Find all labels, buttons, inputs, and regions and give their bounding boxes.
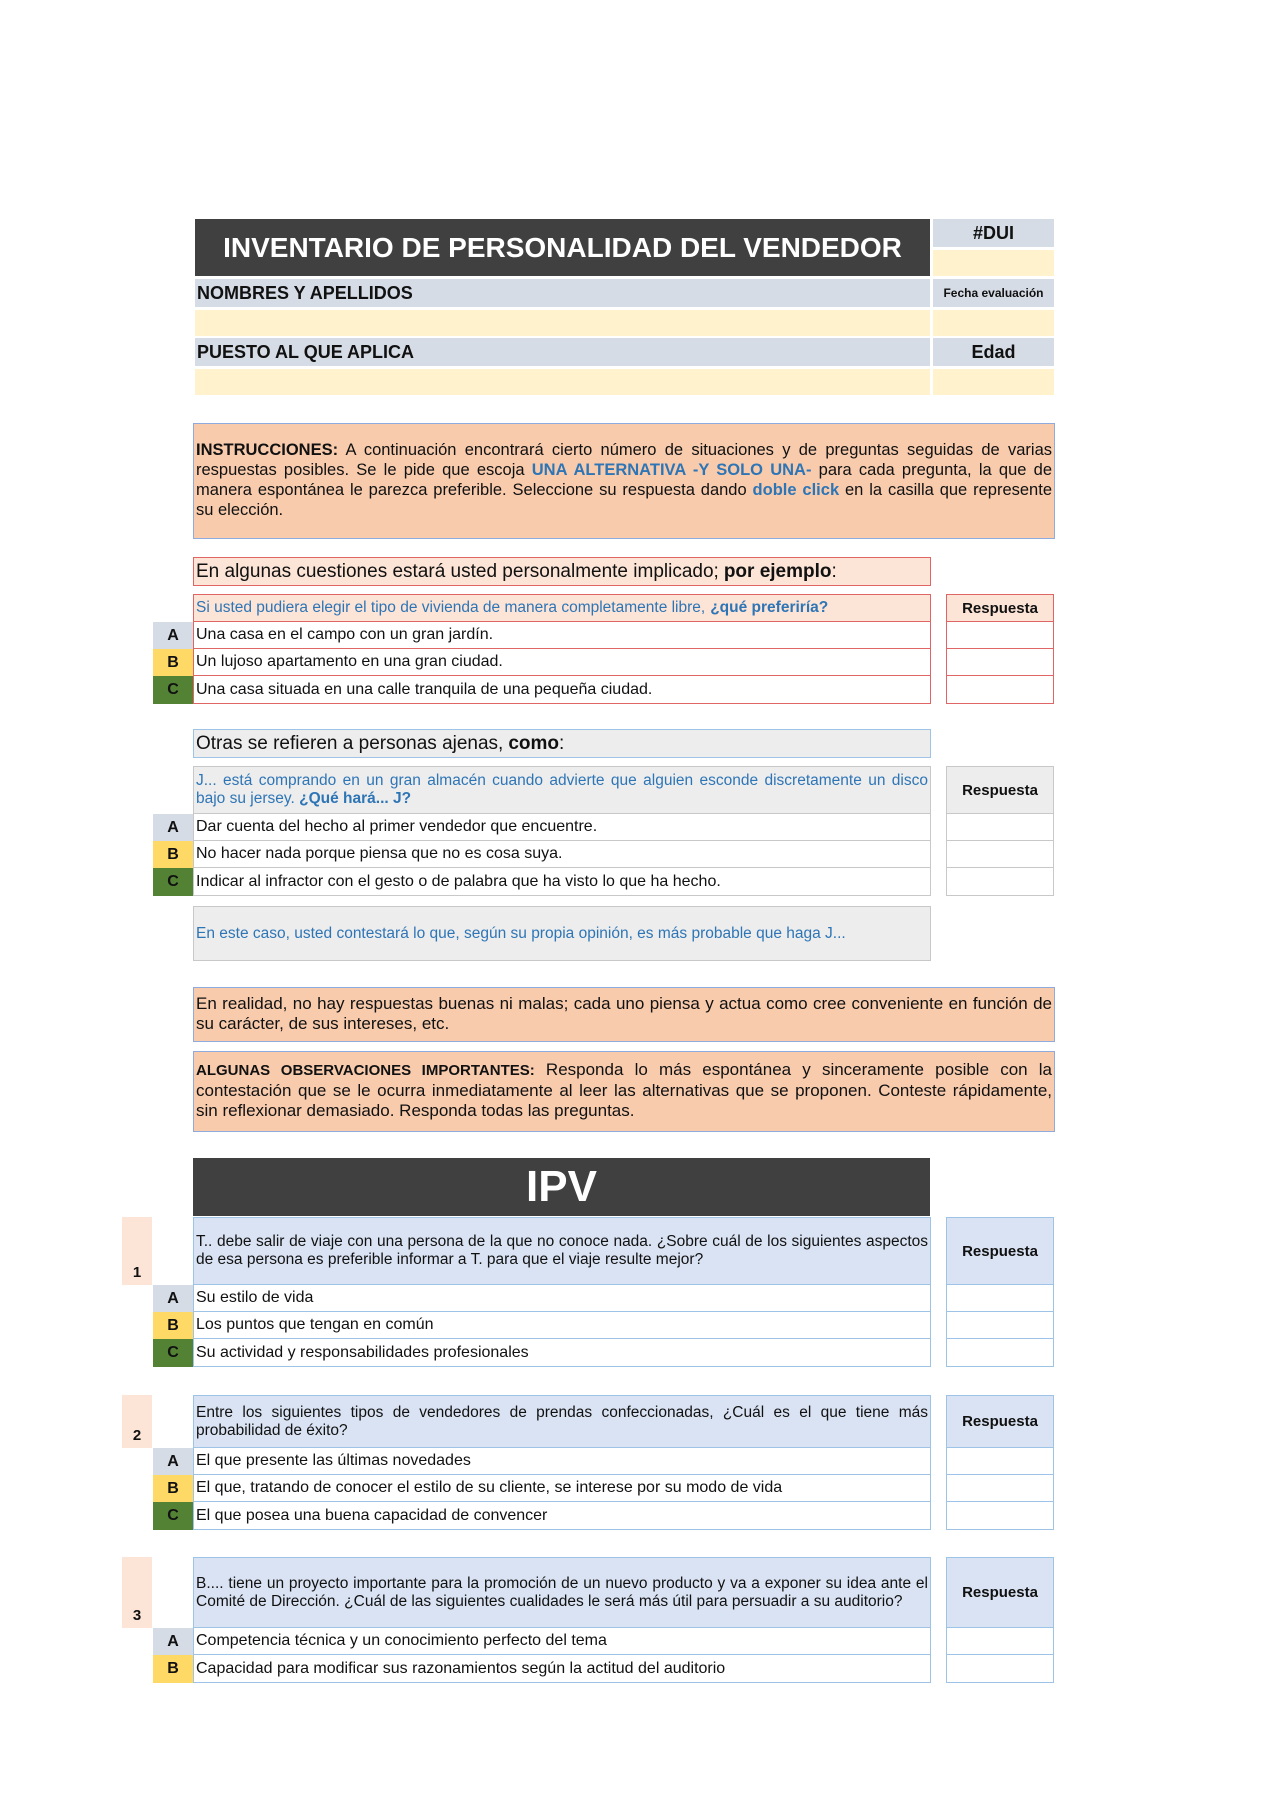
letter-text: C xyxy=(167,1344,179,1361)
example2-question xyxy=(193,766,931,814)
observations-lead: ALGUNAS OBSERVACIONES IMPORTANTES: xyxy=(196,1062,535,1079)
instructions-highlight2: doble click xyxy=(752,481,840,499)
question-1-letter-a xyxy=(153,1285,193,1312)
option-text: El que posea una buena capacidad de convencer xyxy=(196,1506,548,1524)
example2-question-bold: ¿Qué hará... J? xyxy=(299,790,412,807)
example2-note xyxy=(193,906,931,961)
question-2-answer-a[interactable] xyxy=(946,1448,1054,1475)
example2-intro-bold: como xyxy=(508,732,560,754)
question-2-letter-b xyxy=(153,1475,193,1502)
response-label: Respuesta xyxy=(962,1413,1038,1430)
letter-text: A xyxy=(167,626,179,644)
question-1-text xyxy=(193,1217,931,1285)
question-1-option-a xyxy=(193,1285,931,1312)
example2-answer-b[interactable] xyxy=(946,841,1054,868)
letter-text: A xyxy=(167,818,179,836)
form-title-text: INVENTARIO DE PERSONALIDAD DEL VENDEDOR xyxy=(223,231,902,263)
example2-letter-c xyxy=(153,868,193,896)
age-input[interactable] xyxy=(933,369,1054,395)
response-label: Respuesta xyxy=(962,1242,1038,1260)
position-label-text: PUESTO AL QUE APLICA xyxy=(197,341,415,362)
option-text: El que, tratando de conocer el estilo de su cliente, se interese por su modo de vida xyxy=(196,1479,783,1496)
example1-letter-c xyxy=(153,676,193,704)
example1-option-b xyxy=(193,649,931,676)
question-1-answer-b[interactable] xyxy=(946,1312,1054,1339)
option-text: Su estilo de vida xyxy=(196,1289,314,1306)
dui-label-text: #DUI xyxy=(972,222,1014,243)
question-2-option-b xyxy=(193,1475,931,1502)
question-number-text: 3 xyxy=(132,1607,142,1624)
example1-option-c xyxy=(193,676,931,704)
reality-note-text: En realidad, no hay respuestas buenas ni malas; cada uno piensa y actua como cree conveniente en función de su carácter, de sus intereses, etc. xyxy=(196,994,1052,1033)
question-1-answer-c[interactable] xyxy=(946,1339,1054,1367)
example1-answer-c[interactable] xyxy=(946,676,1054,704)
example2-question-wrap xyxy=(196,772,928,808)
question-2-option-a xyxy=(193,1448,931,1475)
example1-intro-end: : xyxy=(831,560,837,582)
position-label xyxy=(195,338,930,366)
example1-response-header xyxy=(946,594,1054,622)
question-1-option-c xyxy=(193,1339,931,1367)
question-3-option-a xyxy=(193,1628,931,1655)
instructions-highlight1: UNA ALTERNATIVA -Y SOLO UNA- xyxy=(531,461,812,479)
option-text: Capacidad para modificar sus razonamientos según la actitud del auditorio xyxy=(196,1659,726,1677)
example2-letter-a xyxy=(153,814,193,841)
letter-text: B xyxy=(167,1479,179,1497)
question-number-text: 2 xyxy=(132,1427,142,1444)
instructions-lead: INSTRUCCIONES: xyxy=(196,441,339,459)
letter-text: B xyxy=(167,1660,179,1677)
option-text: Una casa en el campo con un gran jardín. xyxy=(196,626,494,643)
option-text: Un lujoso apartamento en una gran ciudad. xyxy=(196,653,503,670)
example2-intro-end: : xyxy=(559,732,565,754)
example2-answer-c[interactable] xyxy=(946,868,1054,896)
option-text: Los puntos que tengan en común xyxy=(196,1316,434,1333)
age-label xyxy=(933,338,1054,366)
letter-text: B xyxy=(167,1316,179,1334)
position-input[interactable] xyxy=(195,369,930,395)
form-title xyxy=(195,219,930,276)
question-3-response-header xyxy=(946,1557,1054,1628)
date-label-text: Fecha evaluación xyxy=(943,286,1044,300)
option-text: El que presente las últimas novedades xyxy=(196,1452,471,1469)
names-label-text: NOMBRES Y APELLIDOS xyxy=(197,282,413,303)
date-input[interactable] xyxy=(933,310,1054,336)
option-text: Competencia técnica y un conocimiento perfecto del tema xyxy=(196,1632,607,1649)
date-label xyxy=(933,279,1054,307)
example1-intro-text: En algunas cuestiones estará usted personalmente implicado; xyxy=(196,560,719,582)
question-2-response-header xyxy=(946,1395,1054,1448)
example2-intro xyxy=(193,729,931,758)
question-2-letter-c xyxy=(153,1502,193,1530)
example2-response-label: Respuesta xyxy=(962,781,1038,799)
letter-text: A xyxy=(167,1452,179,1470)
question-2-text xyxy=(193,1395,931,1448)
question-2-letter-a xyxy=(153,1448,193,1475)
letter-text: A xyxy=(167,1632,179,1650)
example2-option-c xyxy=(193,868,931,896)
question-text: B.... tiene un proyecto importante para la promoción de un nuevo producto y va a exponer su idea ante el Comité de Dirección. ¿Cuál de las siguientes cualidades le será más útil para persuadir a su auditorio? xyxy=(196,1574,928,1610)
question-1-answer-a[interactable] xyxy=(946,1285,1054,1312)
example1-question xyxy=(193,594,931,622)
question-3-letter-b xyxy=(153,1655,193,1683)
question-1-letter-b xyxy=(153,1312,193,1339)
example1-question-text: Si usted pudiera elegir el tipo de vivienda de manera completamente libre, xyxy=(196,599,706,616)
example1-question-bold: ¿qué preferiría? xyxy=(710,599,829,616)
question-1-letter-c xyxy=(153,1339,193,1367)
option-text: Una casa situada en una calle tranquila de una pequeña ciudad. xyxy=(196,680,653,698)
example1-option-a xyxy=(193,622,931,649)
ipv-title xyxy=(193,1158,930,1216)
question-3-answer-b[interactable] xyxy=(946,1655,1054,1683)
question-number xyxy=(122,1395,152,1448)
option-text: Su actividad y responsabilidades profesionales xyxy=(196,1343,529,1361)
instructions-box xyxy=(193,423,1055,539)
observations-text: Responda lo más espontánea y sinceramente posible con la contestación que se le ocurra inmediatamente al leer las alternativas que se proponen. Conteste rápidamente, sin reflexionar demasiado. Responda todas las preguntas. xyxy=(196,1060,1052,1120)
reality-note xyxy=(193,987,1055,1042)
question-1-response-header xyxy=(946,1217,1054,1285)
example1-intro xyxy=(193,557,931,586)
question-1-option-b xyxy=(193,1312,931,1339)
instructions-text2: para cada pregunta, la que de manera espontánea le parezca preferible. Seleccione su respuesta dando xyxy=(196,461,1052,499)
letter-text: B xyxy=(167,845,179,863)
example2-response-header xyxy=(946,766,1054,814)
letter-text: C xyxy=(167,873,179,890)
example2-question-text: J... está comprando en un gran almacén cuando advierte que alguien esconde discretamente un disco bajo su jersey. xyxy=(196,772,928,807)
example2-intro-text: Otras se refieren a personas ajenas, xyxy=(196,732,504,754)
example2-letter-b xyxy=(153,841,193,868)
question-3-option-b xyxy=(193,1655,931,1683)
dui-label xyxy=(933,219,1054,247)
letter-text: C xyxy=(167,681,179,698)
age-label-text: Edad xyxy=(971,341,1016,362)
observations-box xyxy=(193,1051,1055,1132)
question-3-text xyxy=(193,1557,931,1628)
letter-text: B xyxy=(167,653,179,671)
response-label: Respuesta xyxy=(962,1584,1038,1601)
ipv-title-text: IPV xyxy=(526,1162,597,1211)
example1-intro-bold: por ejemplo xyxy=(723,560,832,582)
example1-answer-a[interactable] xyxy=(946,622,1054,649)
example1-response-label: Respuesta xyxy=(962,599,1038,617)
question-2-answer-c[interactable] xyxy=(946,1502,1054,1530)
example1-letter-a xyxy=(153,622,193,649)
example2-option-b xyxy=(193,841,931,868)
option-text: Indicar al infractor con el gesto o de palabra que ha visto lo que ha hecho. xyxy=(196,872,721,890)
option-text: Dar cuenta del hecho al primer vendedor que encuentre. xyxy=(196,818,598,835)
instructions-text1: A continuación encontrará cierto número de situaciones y de preguntas seguidas de varias respuestas posibles. Se le pide que escoja xyxy=(196,441,1052,479)
question-2-answer-b[interactable] xyxy=(946,1475,1054,1502)
letter-text: A xyxy=(167,1289,179,1307)
example2-note-text: En este caso, usted contestará lo que, según su propia opinión, es más probable que haga J... xyxy=(196,924,846,942)
example2-option-a xyxy=(193,814,931,841)
dui-input[interactable] xyxy=(933,250,1054,276)
question-number xyxy=(122,1217,152,1285)
question-text: Entre los siguientes tipos de vendedores de prendas confeccionadas, ¿Cuál es el que tiene más probabilidad de éxito? xyxy=(196,1403,928,1439)
example1-answer-b[interactable] xyxy=(946,649,1054,676)
question-number xyxy=(122,1557,152,1628)
question-number-text: 1 xyxy=(132,1264,142,1281)
names-label xyxy=(195,279,930,307)
instructions-text3: en la casilla que represente su elección. xyxy=(196,481,1052,519)
question-3-answer-a[interactable] xyxy=(946,1628,1054,1655)
example2-answer-a[interactable] xyxy=(946,814,1054,841)
letter-text: C xyxy=(167,1507,179,1524)
option-text: No hacer nada porque piensa que no es cosa suya. xyxy=(196,845,563,862)
names-input[interactable] xyxy=(195,310,930,336)
question-2-option-c xyxy=(193,1502,931,1530)
example1-letter-b xyxy=(153,649,193,676)
question-text: T.. debe salir de viaje con una persona de la que no conoce nada. ¿Sobre cuál de los siguientes aspectos de esa persona es preferible informar a T. para que el viaje resulte mejor? xyxy=(196,1233,928,1268)
question-3-letter-a xyxy=(153,1628,193,1655)
